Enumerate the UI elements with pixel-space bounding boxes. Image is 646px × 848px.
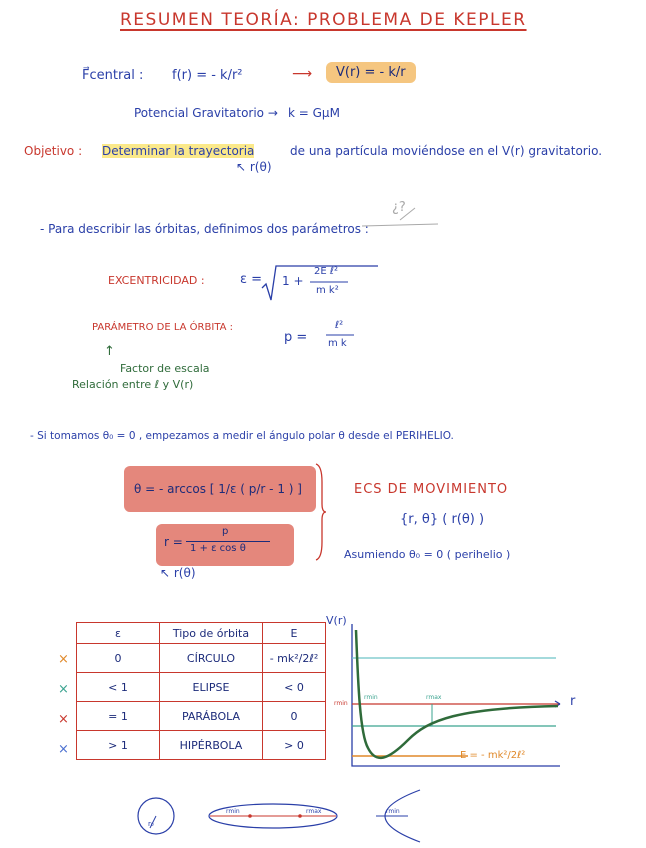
- table-row: [77, 673, 326, 702]
- orbit-param-denominator: m k: [328, 338, 347, 349]
- table-header: Tipo de órbita: [160, 623, 263, 644]
- polar-angle-line: - Si tomamos θ₀ = 0 , empezamos a medir el ángulo polar θ desde el PERIHELIO.: [30, 430, 454, 442]
- table-row: [77, 702, 326, 731]
- objective-note: ↖ r(θ): [236, 160, 272, 174]
- orbit-type-cell: CÍRCULO: [160, 644, 263, 673]
- epsilon-cell: 0: [77, 644, 160, 673]
- force-expression: f(r) = - k/r²: [172, 68, 243, 83]
- motion-equations-heading: ECS DE MOVIMIENTO: [354, 482, 509, 497]
- orbit-type-table: [76, 622, 326, 760]
- r-equation-numerator: p: [222, 526, 229, 537]
- energy-cell: - mk²/2ℓ²: [263, 644, 326, 673]
- potential-constant: k = GμM: [288, 106, 340, 120]
- eccentricity-denominator: m k²: [316, 285, 339, 296]
- brace: [314, 462, 328, 562]
- table-row: [77, 644, 326, 673]
- epsilon-cell: < 1: [77, 673, 160, 702]
- eccentricity-eq: ε =: [240, 272, 263, 287]
- row-mark-icon: ×: [58, 652, 69, 667]
- objective-label: Objetivo :: [24, 144, 83, 158]
- table-body: [77, 644, 326, 760]
- epsilon-cell: > 1: [77, 731, 160, 760]
- objective-highlight: Determinar la trayectoria: [102, 144, 255, 158]
- eccentricity-label: EXCENTRICIDAD :: [108, 274, 205, 287]
- theta-equation-box: θ = - arccos [ 1/ε ( p/r - 1 ) ]: [124, 466, 316, 512]
- arrow-right-icon: ⟶: [292, 66, 313, 82]
- graph-y-label: V(r): [326, 614, 347, 627]
- effective-potential-curve: [356, 630, 558, 758]
- orbit-param-numerator: ℓ²: [335, 320, 344, 331]
- row-mark-icon: ×: [58, 712, 69, 727]
- table-header: ε: [77, 623, 160, 644]
- graph-axes: [352, 624, 560, 766]
- question-aside: ¿?: [392, 200, 406, 215]
- motion-variables: {r, θ} ( r(θ) ): [400, 512, 485, 527]
- orbit-type-cell: PARÁBOLA: [160, 702, 263, 731]
- ellipse-rmin-label: rmin: [226, 808, 240, 815]
- rmax-label-graph: rmax: [426, 694, 442, 701]
- fraction-bar: [186, 541, 270, 542]
- force-label: F⃗central :: [82, 68, 144, 83]
- hyperbola-rmin-label: rmin: [386, 808, 400, 815]
- rmin-label-graph: rmin: [364, 694, 378, 701]
- potential-box: V(r) = - k/r: [326, 62, 416, 83]
- energy-cell: < 0: [263, 673, 326, 702]
- r-equation-box: [156, 524, 294, 566]
- objective-text: de una partícula moviéndose en el V(r) gravitatorio.: [290, 144, 603, 158]
- graph-x-label: r: [570, 694, 576, 709]
- potential-label: Potencial Gravitatorio →: [134, 106, 278, 120]
- row-mark-icon: ×: [58, 742, 69, 757]
- table-header-row: [77, 623, 326, 644]
- effective-potential-graph: [328, 624, 568, 784]
- scale-factor-note: Factor de escala: [120, 362, 210, 375]
- rmin-label-left: rmin: [334, 700, 348, 707]
- arrow-up-icon: ↑: [104, 344, 115, 359]
- params-intro: - Para describir las órbitas, definimos dos parámetros :: [40, 222, 369, 236]
- r-equation-note: ↖ r(θ): [160, 566, 196, 580]
- eccentricity-numerator: 2E ℓ²: [314, 266, 338, 277]
- orbit-param-eq: p =: [284, 330, 308, 345]
- table-row: [77, 731, 326, 760]
- orbit-sketches: [130, 788, 590, 848]
- circle-radius-label: r₀: [148, 820, 154, 828]
- table-header: E: [263, 623, 326, 644]
- page-title: RESUMEN TEORÍA: PROBLEMA DE KEPLER: [120, 10, 527, 30]
- focus-dot: [248, 814, 252, 818]
- orbit-param-label: PARÁMETRO DE LA ÓRBITA :: [92, 322, 234, 333]
- energy-cell: > 0: [263, 731, 326, 760]
- min-energy-label: E = - mk²/2ℓ²: [460, 750, 526, 761]
- relation-note: Relación entre ℓ y V(r): [72, 378, 194, 391]
- ellipse-rmax-label: rmax: [306, 808, 322, 815]
- orbit-type-cell: HIPÉRBOLA: [160, 731, 263, 760]
- r-equation-lhs: r =: [164, 535, 183, 549]
- r-equation-denominator: 1 + ε cos θ: [190, 543, 246, 554]
- row-mark-icon: ×: [58, 682, 69, 697]
- energy-cell: 0: [263, 702, 326, 731]
- orbit-type-cell: ELIPSE: [160, 673, 263, 702]
- aside-underline: [360, 202, 440, 232]
- eccentricity-term1: 1 +: [282, 274, 304, 288]
- focus-dot: [298, 814, 302, 818]
- epsilon-cell: = 1: [77, 702, 160, 731]
- assumption-note: Asumiendo θ₀ = 0 ( perihelio ): [344, 548, 511, 561]
